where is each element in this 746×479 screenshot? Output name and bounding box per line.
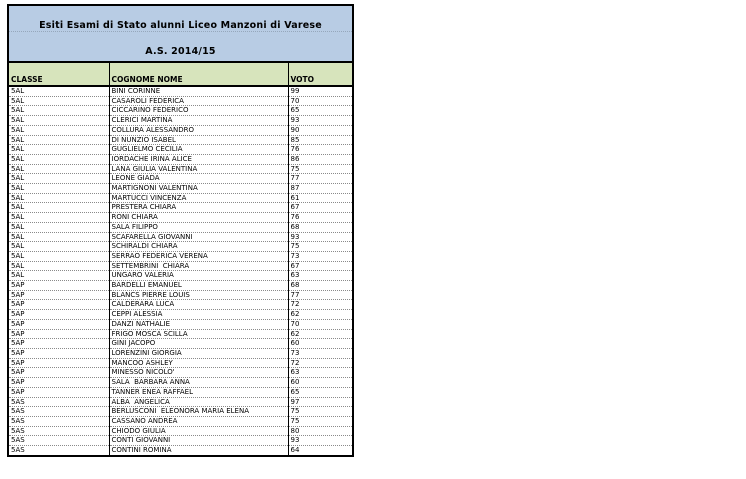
cell-voto: 75: [288, 407, 352, 417]
cell-cognome-nome: BLANCS PIERRE LOUIS: [109, 290, 288, 300]
table-row: [9, 125, 352, 135]
cell-voto: 72: [288, 358, 352, 368]
cell-voto: 80: [288, 426, 352, 436]
table-row: [9, 154, 352, 164]
cell-cognome-nome: LANA GIULIA VALENTINA: [109, 164, 288, 174]
cell-classe: 5AP: [9, 300, 109, 310]
exam-results-sheet: [7, 4, 354, 457]
cell-classe: 5AP: [9, 368, 109, 378]
results-table: [9, 63, 352, 455]
cell-classe: 5AL: [9, 193, 109, 203]
table-row: [9, 222, 352, 232]
cell-voto: 93: [288, 116, 352, 126]
table-row: [9, 213, 352, 223]
table-row: [9, 135, 352, 145]
table-row: [9, 407, 352, 417]
table-row: [9, 368, 352, 378]
table-row: [9, 397, 352, 407]
cell-classe: 5AP: [9, 339, 109, 349]
cell-classe: 5AP: [9, 348, 109, 358]
table-row: [9, 242, 352, 252]
cell-voto: 68: [288, 281, 352, 291]
table-row: [9, 436, 352, 446]
table-row: [9, 319, 352, 329]
cell-classe: 5AL: [9, 106, 109, 116]
cell-voto: 63: [288, 271, 352, 281]
cell-classe: 5AS: [9, 407, 109, 417]
cell-cognome-nome: CICCARINO FEDERICO: [109, 106, 288, 116]
column-header-cognome-nome: COGNOME NOME: [109, 63, 288, 86]
table-row: [9, 348, 352, 358]
table-subtitle-school-year: A.S. 2014/15: [145, 46, 216, 57]
cell-classe: 5AS: [9, 416, 109, 426]
cell-classe: 5AL: [9, 251, 109, 261]
cell-cognome-nome: ALBA ANGELICA: [109, 397, 288, 407]
cell-cognome-nome: SERRAO FEDERICA VERENA: [109, 251, 288, 261]
cell-cognome-nome: FRIGO MOSCA SCILLA: [109, 329, 288, 339]
cell-voto: 76: [288, 145, 352, 155]
cell-cognome-nome: SALA BARBARA ANNA: [109, 378, 288, 388]
cell-voto: 64: [288, 446, 352, 455]
cell-voto: 62: [288, 310, 352, 320]
cell-cognome-nome: GINI JACOPO: [109, 339, 288, 349]
table-row: [9, 184, 352, 194]
cell-voto: 60: [288, 339, 352, 349]
cell-cognome-nome: CLERICI MARTINA: [109, 116, 288, 126]
cell-voto: 77: [288, 174, 352, 184]
cell-cognome-nome: GUGLIELMO CECILIA: [109, 145, 288, 155]
cell-voto: 72: [288, 300, 352, 310]
table-row: [9, 387, 352, 397]
table-row: [9, 300, 352, 310]
cell-classe: 5AL: [9, 174, 109, 184]
cell-cognome-nome: MARTIGNONI VALENTINA: [109, 184, 288, 194]
cell-voto: 67: [288, 203, 352, 213]
cell-cognome-nome: CEPPI ALESSIA: [109, 310, 288, 320]
cell-cognome-nome: DANZI NATHALIE: [109, 319, 288, 329]
cell-classe: 5AP: [9, 319, 109, 329]
table-row: [9, 116, 352, 126]
cell-cognome-nome: CONTI GIOVANNI: [109, 436, 288, 446]
cell-voto: 93: [288, 436, 352, 446]
cell-classe: 5AS: [9, 436, 109, 446]
table-row: [9, 310, 352, 320]
column-header-classe: CLASSE: [9, 63, 109, 86]
table-row: [9, 86, 352, 96]
cell-voto: 62: [288, 329, 352, 339]
results-table-body: [9, 86, 352, 455]
cell-voto: 75: [288, 416, 352, 426]
table-row: [9, 193, 352, 203]
cell-voto: 75: [288, 242, 352, 252]
cell-voto: 76: [288, 213, 352, 223]
table-row: [9, 106, 352, 116]
cell-cognome-nome: BINI CORINNE: [109, 86, 288, 96]
table-row: [9, 96, 352, 106]
cell-cognome-nome: IORDACHE IRINA ALICE: [109, 154, 288, 164]
cell-voto: 90: [288, 125, 352, 135]
cell-classe: 5AL: [9, 232, 109, 242]
table-row: [9, 251, 352, 261]
cell-voto: 85: [288, 135, 352, 145]
cell-cognome-nome: CONTINI ROMINA: [109, 446, 288, 455]
cell-voto: 77: [288, 290, 352, 300]
cell-cognome-nome: PRESTERA CHIARA: [109, 203, 288, 213]
table-row: [9, 145, 352, 155]
cell-classe: 5AL: [9, 271, 109, 281]
table-row: [9, 378, 352, 388]
cell-classe: 5AL: [9, 125, 109, 135]
header-row: [9, 63, 352, 86]
cell-cognome-nome: BARDELLI EMANUEL: [109, 281, 288, 291]
cell-classe: 5AL: [9, 222, 109, 232]
cell-cognome-nome: SCAFARELLA GIOVANNI: [109, 232, 288, 242]
cell-classe: 5AL: [9, 135, 109, 145]
table-row: [9, 261, 352, 271]
cell-voto: 70: [288, 319, 352, 329]
cell-cognome-nome: RONI CHIARA: [109, 213, 288, 223]
cell-voto: 75: [288, 164, 352, 174]
cell-cognome-nome: DI NUNZIO ISABEL: [109, 135, 288, 145]
table-row: [9, 446, 352, 455]
cell-voto: 68: [288, 222, 352, 232]
cell-voto: 61: [288, 193, 352, 203]
cell-cognome-nome: LEONE GIADA: [109, 174, 288, 184]
table-row: [9, 290, 352, 300]
cell-cognome-nome: UNGARO VALERIA: [109, 271, 288, 281]
cell-classe: 5AL: [9, 242, 109, 252]
cell-classe: 5AP: [9, 358, 109, 368]
cell-voto: 73: [288, 348, 352, 358]
table-row: [9, 329, 352, 339]
cell-classe: 5AP: [9, 310, 109, 320]
cell-cognome-nome: MARTUCCI VINCENZA: [109, 193, 288, 203]
table-row: [9, 271, 352, 281]
table-row: [9, 416, 352, 426]
cell-classe: 5AL: [9, 96, 109, 106]
cell-cognome-nome: MINESSO NICOLO': [109, 368, 288, 378]
cell-voto: 70: [288, 96, 352, 106]
cell-classe: 5AP: [9, 387, 109, 397]
cell-classe: 5AS: [9, 397, 109, 407]
table-row: [9, 358, 352, 368]
cell-voto: 87: [288, 184, 352, 194]
cell-cognome-nome: MANCOO ASHLEY: [109, 358, 288, 368]
cell-cognome-nome: CHIODO GIULIA: [109, 426, 288, 436]
table-title-block: [9, 6, 352, 63]
cell-cognome-nome: SALA FILIPPO: [109, 222, 288, 232]
cell-cognome-nome: CALDERARA LUCA: [109, 300, 288, 310]
cell-cognome-nome: COLLURA ALESSANDRO: [109, 125, 288, 135]
cell-cognome-nome: CASSANO ANDREA: [109, 416, 288, 426]
table-row: [9, 164, 352, 174]
cell-classe: 5AP: [9, 378, 109, 388]
cell-classe: 5AL: [9, 184, 109, 194]
cell-classe: 5AL: [9, 154, 109, 164]
cell-voto: 65: [288, 106, 352, 116]
cell-classe: 5AS: [9, 426, 109, 436]
cell-voto: 86: [288, 154, 352, 164]
cell-cognome-nome: SETTEMBRINI CHIARA: [109, 261, 288, 271]
cell-classe: 5AP: [9, 290, 109, 300]
column-header-voto: VOTO: [288, 63, 352, 86]
cell-classe: 5AS: [11, 446, 25, 455]
cell-cognome-nome: CASAROLI FEDERICA: [109, 96, 288, 106]
cell-classe: 5AP: [9, 281, 109, 291]
cell-cognome-nome: TANNER ENEA RAFFAEL: [109, 387, 288, 397]
cell-voto: 93: [288, 232, 352, 242]
table-row: [9, 203, 352, 213]
cell-classe: 5AL: [9, 261, 109, 271]
cell-voto: 60: [288, 378, 352, 388]
cell-cognome-nome: SCHIRALDI CHIARA: [109, 242, 288, 252]
cell-voto: 97: [288, 397, 352, 407]
table-row: [9, 426, 352, 436]
cell-classe: 5AL: [9, 145, 109, 155]
cell-voto: 99: [288, 86, 352, 96]
cell-classe: 5AL: [9, 86, 109, 96]
table-row: [9, 232, 352, 242]
cell-cognome-nome: BERLUSCONI ELEONORA MARIA ELENA: [109, 407, 288, 417]
table-row: [9, 281, 352, 291]
cell-classe: 5AL: [9, 213, 109, 223]
cell-classe: 5AL: [9, 203, 109, 213]
results-table-header: [9, 63, 352, 86]
cell-classe: 5AP: [9, 329, 109, 339]
cell-cognome-nome: LORENZINI GIORGIA: [109, 348, 288, 358]
cell-voto: 65: [288, 387, 352, 397]
table-row: [9, 174, 352, 184]
cell-voto: 63: [288, 368, 352, 378]
table-row: [9, 339, 352, 349]
cell-classe: 5AL: [9, 116, 109, 126]
table-title: Esiti Esami di Stato alunni Liceo Manzoni di Varese: [9, 6, 352, 32]
cell-voto: 67: [288, 261, 352, 271]
cell-voto: 73: [288, 251, 352, 261]
cell-classe: 5AL: [9, 164, 109, 174]
